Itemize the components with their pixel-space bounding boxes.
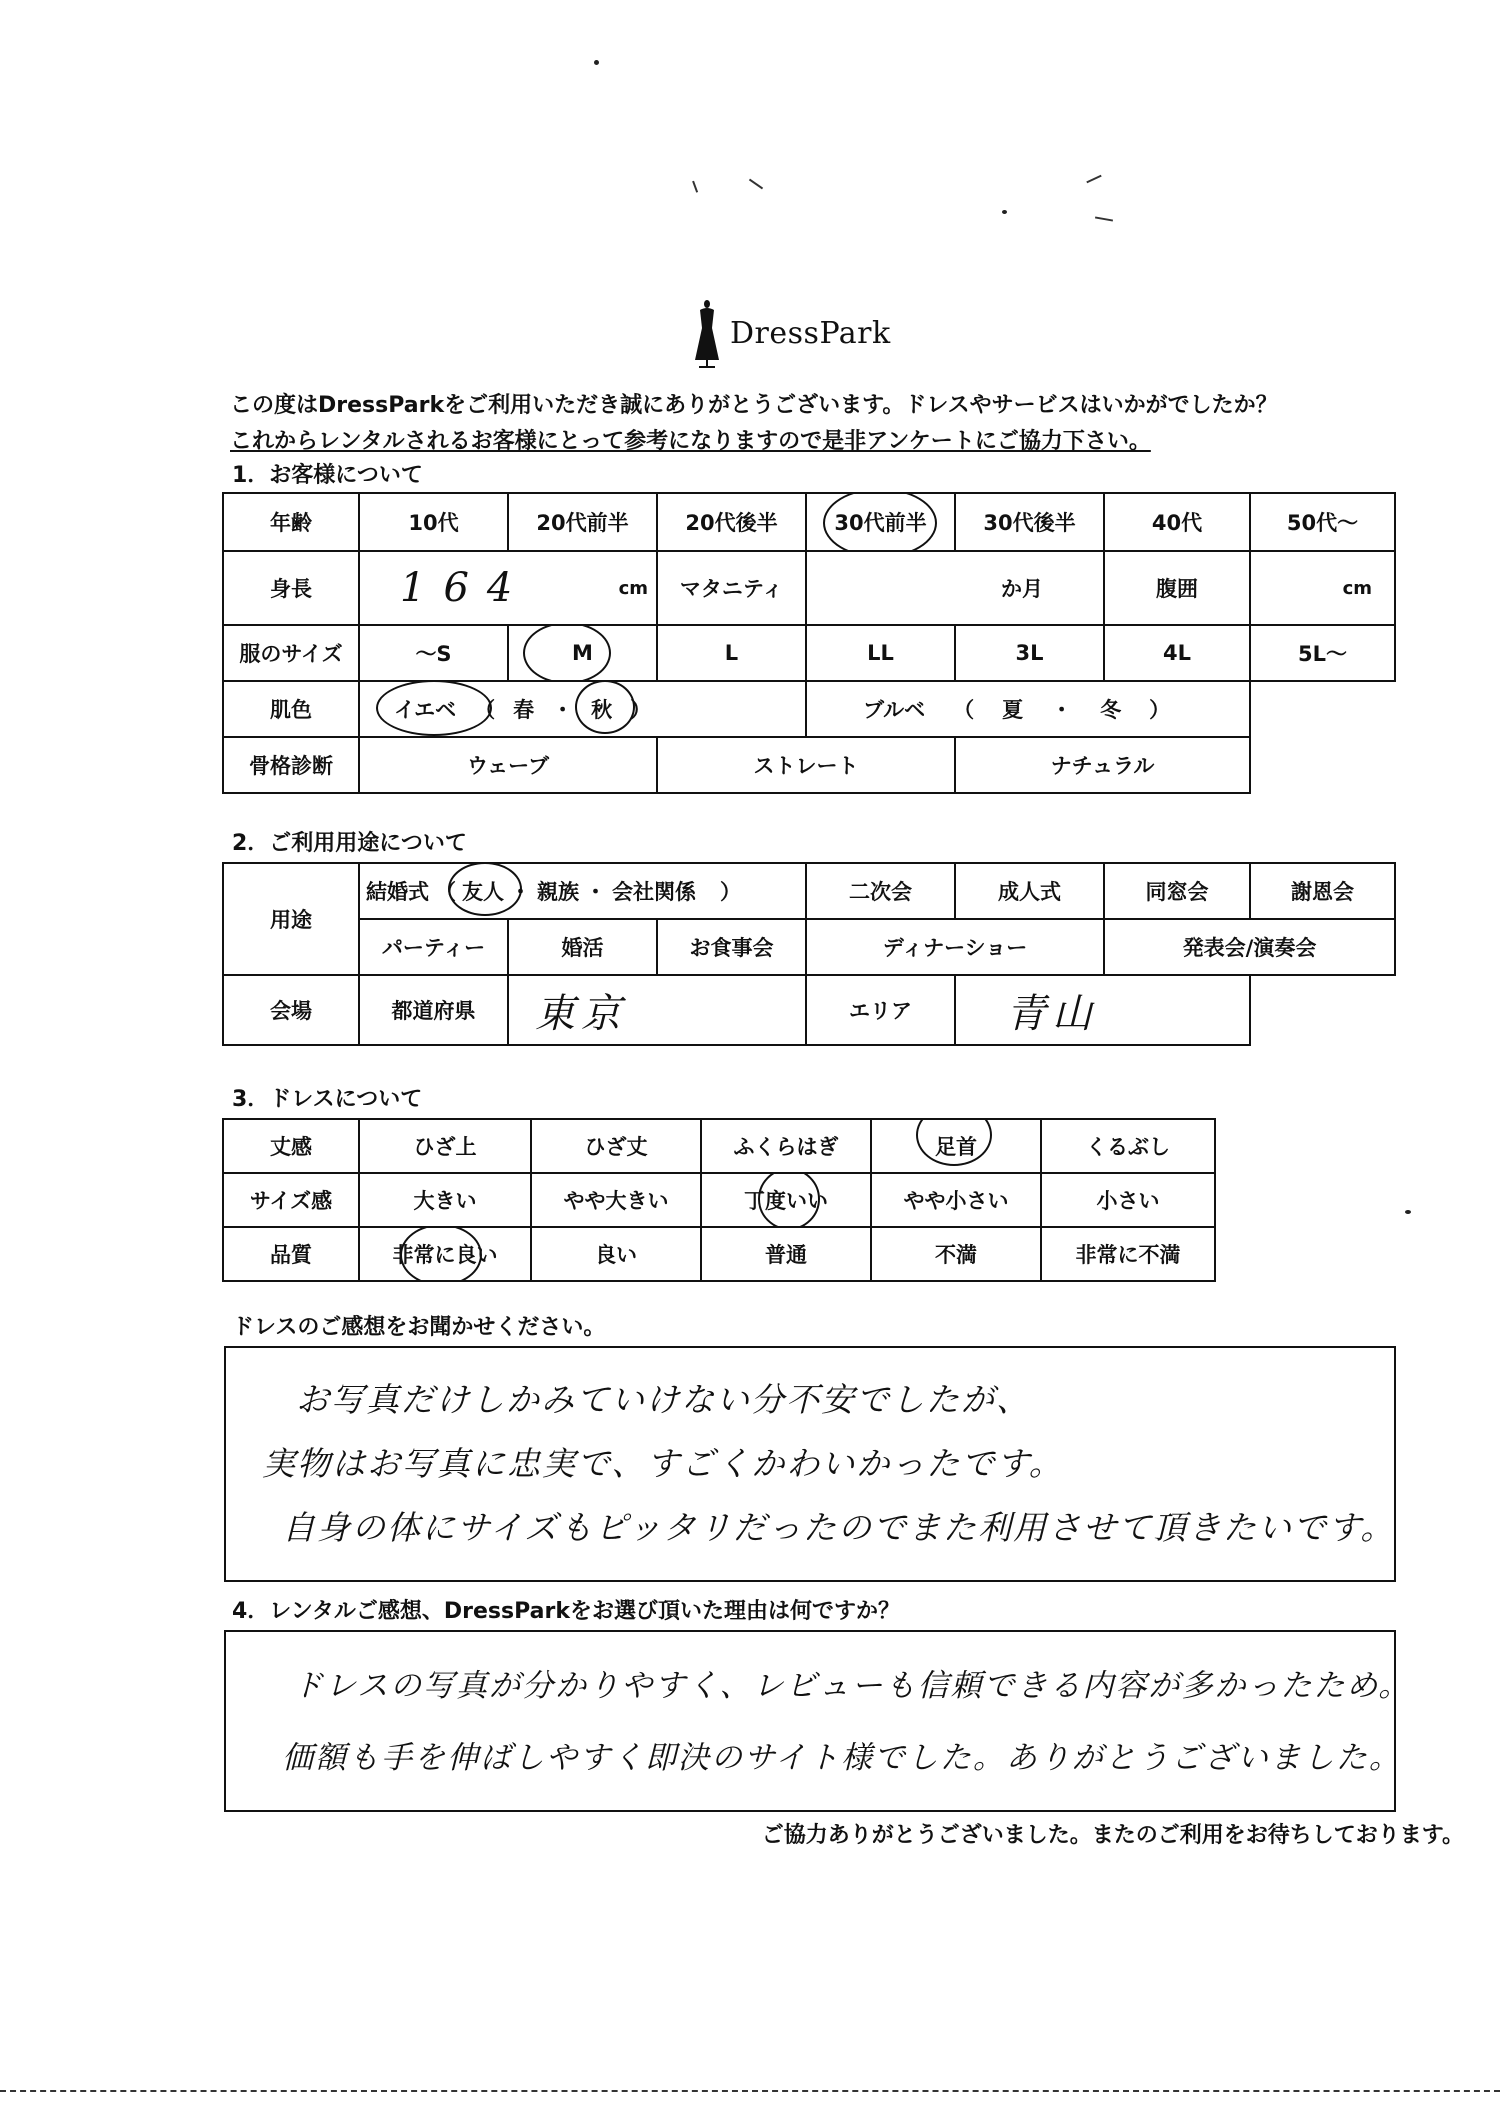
page-bottom-line xyxy=(0,2090,1500,2092)
length-label: 丈感 xyxy=(223,1119,359,1173)
length-option[interactable]: ふくらはぎ xyxy=(701,1119,871,1173)
size-option[interactable]: LL xyxy=(806,625,955,681)
height-value: 164 xyxy=(400,565,531,611)
skin-blue-group[interactable]: ブルベ （ 夏 ・ 冬 ） xyxy=(806,681,1250,737)
age-option[interactable]: 30代後半 xyxy=(955,493,1104,551)
quality-label: 品質 xyxy=(223,1227,359,1281)
purpose-option[interactable]: 発表会/演奏会 xyxy=(1104,919,1395,975)
maternity-unit: か月 xyxy=(1001,577,1043,601)
intro-line-2: これからレンタルされるお客様にとって参考になりますので是非アンケートにご協力下さい。 xyxy=(230,429,1151,454)
height-label: 身長 xyxy=(223,551,359,625)
age-option[interactable]: 10代 xyxy=(359,493,508,551)
waist-label: 腹囲 xyxy=(1104,551,1250,625)
skin-yellow-group[interactable]: イエベ （ 春 ・ 秋 ） xyxy=(359,681,806,737)
scan-mark xyxy=(692,179,702,192)
skin-autumn xyxy=(591,694,612,724)
section-3-title: 3．ドレスについて xyxy=(232,1087,423,1112)
fit-option[interactable]: 大きい xyxy=(359,1173,531,1227)
purpose-option[interactable]: 謝恩会 xyxy=(1250,863,1395,919)
purpose-label: 用途 xyxy=(223,863,359,975)
age-option-label: 30代前半 xyxy=(834,511,927,535)
scan-speck xyxy=(1405,1210,1411,1214)
reason-line: 価額も手を伸ばしやすく即決のサイト様でした。ありがとうございました。 xyxy=(282,1740,1402,1776)
fit-option[interactable]: やや大きい xyxy=(531,1173,701,1227)
venue-label: 会場 xyxy=(223,975,359,1045)
section-2-title: 2．ご利用用途について xyxy=(232,831,467,856)
quality-option[interactable]: 良い xyxy=(531,1227,701,1281)
size-label: 服のサイズ xyxy=(223,625,359,681)
skin-blue: ブルベ xyxy=(863,698,926,722)
age-option[interactable]: 20代前半 xyxy=(508,493,657,551)
prefecture-field[interactable] xyxy=(508,975,806,1045)
reason-box[interactable] xyxy=(224,1630,1412,1812)
age-option-selected[interactable] xyxy=(806,493,955,551)
frame-option[interactable]: ストレート xyxy=(657,737,955,793)
impressions-line: 実物はお写真に忠実で、すごくかわいかったです。 xyxy=(262,1444,1064,1483)
size-option[interactable]: L xyxy=(657,625,806,681)
skin-winter: 冬 xyxy=(1100,698,1122,722)
size-option[interactable]: ～S xyxy=(359,625,508,681)
age-option[interactable]: 40代 xyxy=(1104,493,1250,551)
quality-option[interactable]: 普通 xyxy=(701,1227,871,1281)
brand-name: DressPark xyxy=(730,316,891,351)
brand-logo xyxy=(690,298,930,370)
size-option[interactable]: 4L xyxy=(1104,625,1250,681)
fit-option-selected[interactable] xyxy=(701,1173,871,1227)
purpose-option[interactable]: 成人式 xyxy=(955,863,1104,919)
fit-option[interactable]: 小さい xyxy=(1041,1173,1215,1227)
frame-option[interactable]: ナチュラル xyxy=(955,737,1250,793)
waist-unit: cm xyxy=(1342,577,1372,599)
wedding-company: 会社関係 xyxy=(612,880,696,904)
length-option[interactable]: ひざ上 xyxy=(359,1119,531,1173)
fit-label: サイズ感 xyxy=(223,1173,359,1227)
quality-option-selected[interactable] xyxy=(359,1227,531,1281)
skin-label: 肌色 xyxy=(223,681,359,737)
dress-form-icon xyxy=(690,298,724,370)
waist-field[interactable] xyxy=(1250,551,1395,625)
area-value: 青山 xyxy=(1006,990,1099,1037)
length-option[interactable]: くるぶし xyxy=(1041,1119,1215,1173)
quality-option[interactable]: 不満 xyxy=(871,1227,1041,1281)
size-option[interactable]: 5L～ xyxy=(1250,625,1395,681)
wedding-group[interactable]: 結婚式 （ 友人 ・ 親族 ・ 会社関係 ） xyxy=(359,863,806,919)
skin-yellow xyxy=(394,694,456,724)
wedding-relatives: 親族 xyxy=(537,880,579,904)
section-4-title: 4．レンタルご感想、DressParkをお選び頂いた理由は何ですか？ xyxy=(232,1599,900,1624)
quality-option-label: 非常に良い xyxy=(392,1243,498,1267)
skin-summer: 夏 xyxy=(1002,698,1024,722)
selection-circle xyxy=(523,625,611,681)
age-label: 年齢 xyxy=(223,493,359,551)
quality-option[interactable]: 非常に不満 xyxy=(1041,1227,1215,1281)
skin-autumn-label: 秋 xyxy=(591,698,613,722)
scan-speck xyxy=(1002,210,1007,214)
size-option-selected[interactable] xyxy=(508,625,657,681)
impressions-line: 自身の体にサイズもピッタリだったのでまた利用させて頂きたいです。 xyxy=(282,1508,1396,1547)
impressions-box[interactable] xyxy=(224,1346,1396,1582)
reason-line: ドレスの写真が分かりやすく、レビューも信頼できる内容が多かったため。 xyxy=(292,1668,1412,1704)
purpose-option[interactable]: お食事会 xyxy=(657,919,806,975)
purpose-option[interactable]: ディナーショー xyxy=(806,919,1104,975)
maternity-label: マタニティ xyxy=(657,551,806,625)
frame-option[interactable]: ウェーブ xyxy=(359,737,657,793)
length-option-selected[interactable] xyxy=(871,1119,1041,1173)
dress-table xyxy=(222,1118,1216,1282)
wedding-friend-label: 友人 xyxy=(462,880,504,904)
wedding-label: 結婚式 xyxy=(366,880,429,904)
purpose-option[interactable]: パーティー xyxy=(359,919,508,975)
closing-message: ご協力ありがとうございました。またのご利用をお待ちしております。 xyxy=(761,1823,1464,1848)
area-field[interactable] xyxy=(955,975,1250,1045)
section-1-title: 1．お客様について xyxy=(232,463,423,488)
intro-line-1: この度はDressParkをご利用いただき誠にありがとうございます。ドレスやサービスはいかがでしたか？ xyxy=(230,393,1278,418)
age-option[interactable]: 20代後半 xyxy=(657,493,806,551)
size-option-label: M xyxy=(572,641,593,665)
length-option[interactable]: ひざ丈 xyxy=(531,1119,701,1173)
impressions-title: ドレスのご感想をお聞かせください。 xyxy=(232,1315,606,1340)
prefecture-value: 東京 xyxy=(535,990,627,1037)
scan-mark xyxy=(1095,216,1113,221)
height-unit: cm xyxy=(618,577,648,599)
size-option[interactable]: 3L xyxy=(955,625,1104,681)
fit-option-label: 丁度いい xyxy=(744,1189,828,1213)
purpose-option[interactable]: 二次会 xyxy=(806,863,955,919)
area-label: エリア xyxy=(806,975,955,1045)
length-option-label: 足首 xyxy=(935,1135,977,1159)
frame-label: 骨格診断 xyxy=(223,737,359,793)
age-option[interactable]: 50代～ xyxy=(1250,493,1395,551)
fit-option[interactable]: やや小さい xyxy=(871,1173,1041,1227)
prefecture-label: 都道府県 xyxy=(359,975,508,1045)
empty-cell xyxy=(1250,681,1395,737)
customer-table xyxy=(222,492,1396,794)
wedding-friend xyxy=(462,876,504,906)
maternity-field[interactable] xyxy=(806,551,1104,625)
usage-table xyxy=(222,862,1396,1046)
skin-spring: 春 xyxy=(513,698,535,722)
empty-cell xyxy=(1250,737,1395,793)
impressions-line: お写真だけしかみていけない分不安でしたが、 xyxy=(296,1380,1031,1419)
scan-mark xyxy=(749,179,763,190)
height-field[interactable] xyxy=(359,551,657,625)
empty-cell xyxy=(1250,975,1395,1045)
skin-yellow-label: イエベ xyxy=(394,698,457,722)
scan-mark xyxy=(1086,175,1101,184)
scan-speck xyxy=(594,60,599,65)
purpose-option[interactable]: 同窓会 xyxy=(1104,863,1250,919)
purpose-option[interactable]: 婚活 xyxy=(508,919,657,975)
